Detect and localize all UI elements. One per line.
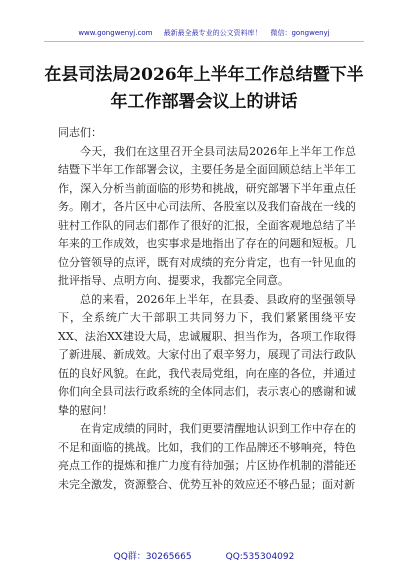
paragraph-2: 总的来看，2026年上半年，在县委、县政府的坚强领导下，全系统广大干部职工共同努力下，我们紧紧围绕平安XX、法治XX建设大局，忠诚履职、担当作为，各项工作取得了新进展、新成效。大家付出了艰辛努力，展现了司法行政队伍的良好风貌。在此，我代表局党组，向在座的各位，并通过你们向全县司法行政系统的全体同志们，表示衷心的感谢和诚挚的慰问！ bbox=[58, 292, 356, 417]
document-title: 在县司法局2026年上半年工作总结暨下半年工作部署会议上的讲话 bbox=[44, 65, 364, 112]
site-footer bbox=[0, 549, 408, 562]
salutation: 同志们： bbox=[58, 126, 102, 139]
site-url-link[interactable]: www.gongwenyj.com bbox=[78, 29, 153, 37]
site-slogan: 最新最全最专业的公文资料库！ bbox=[163, 29, 262, 37]
document-body bbox=[58, 124, 356, 494]
paragraph-3: 在肯定成绩的同时，我们更要清醒地认识到工作中存在的不足和面临的挑战。比如，我们的工作品牌还不够响亮，特色亮点工作的提炼和推广力度有待加强；片区协作机制的潜能还未完全激发，资源整合、优势互补的效应还不够凸显；面对新 bbox=[58, 422, 356, 491]
header-divider bbox=[44, 41, 364, 42]
site-header bbox=[0, 28, 408, 38]
qq-number: QQ:535304092 bbox=[225, 552, 295, 562]
paragraph-1: 今天，我们在这里召开全县司法局2026年上半年工作总结暨下半年工作部署会议，主要任务是全面回顾总结上半年工作，深入分析当前面临的形势和挑战，研究部署下半年重点任务。刚才，各片区中心司法所、各股室以及我们奋战在一线的驻村工作队的同志们都作了很好的汇报，全面客观地总结了半年来的工作成效，也实事求是地指出了存在的问题和短板。几位分管领导的点评，既有对成绩的充分肯定，也有一针见血的批评指导、点明方向、提要求，我都完全同意。 bbox=[58, 144, 356, 287]
qq-group-number: QQ群：30265665 bbox=[113, 552, 192, 562]
wechat-id: 微信：gongwenyj bbox=[270, 29, 330, 37]
